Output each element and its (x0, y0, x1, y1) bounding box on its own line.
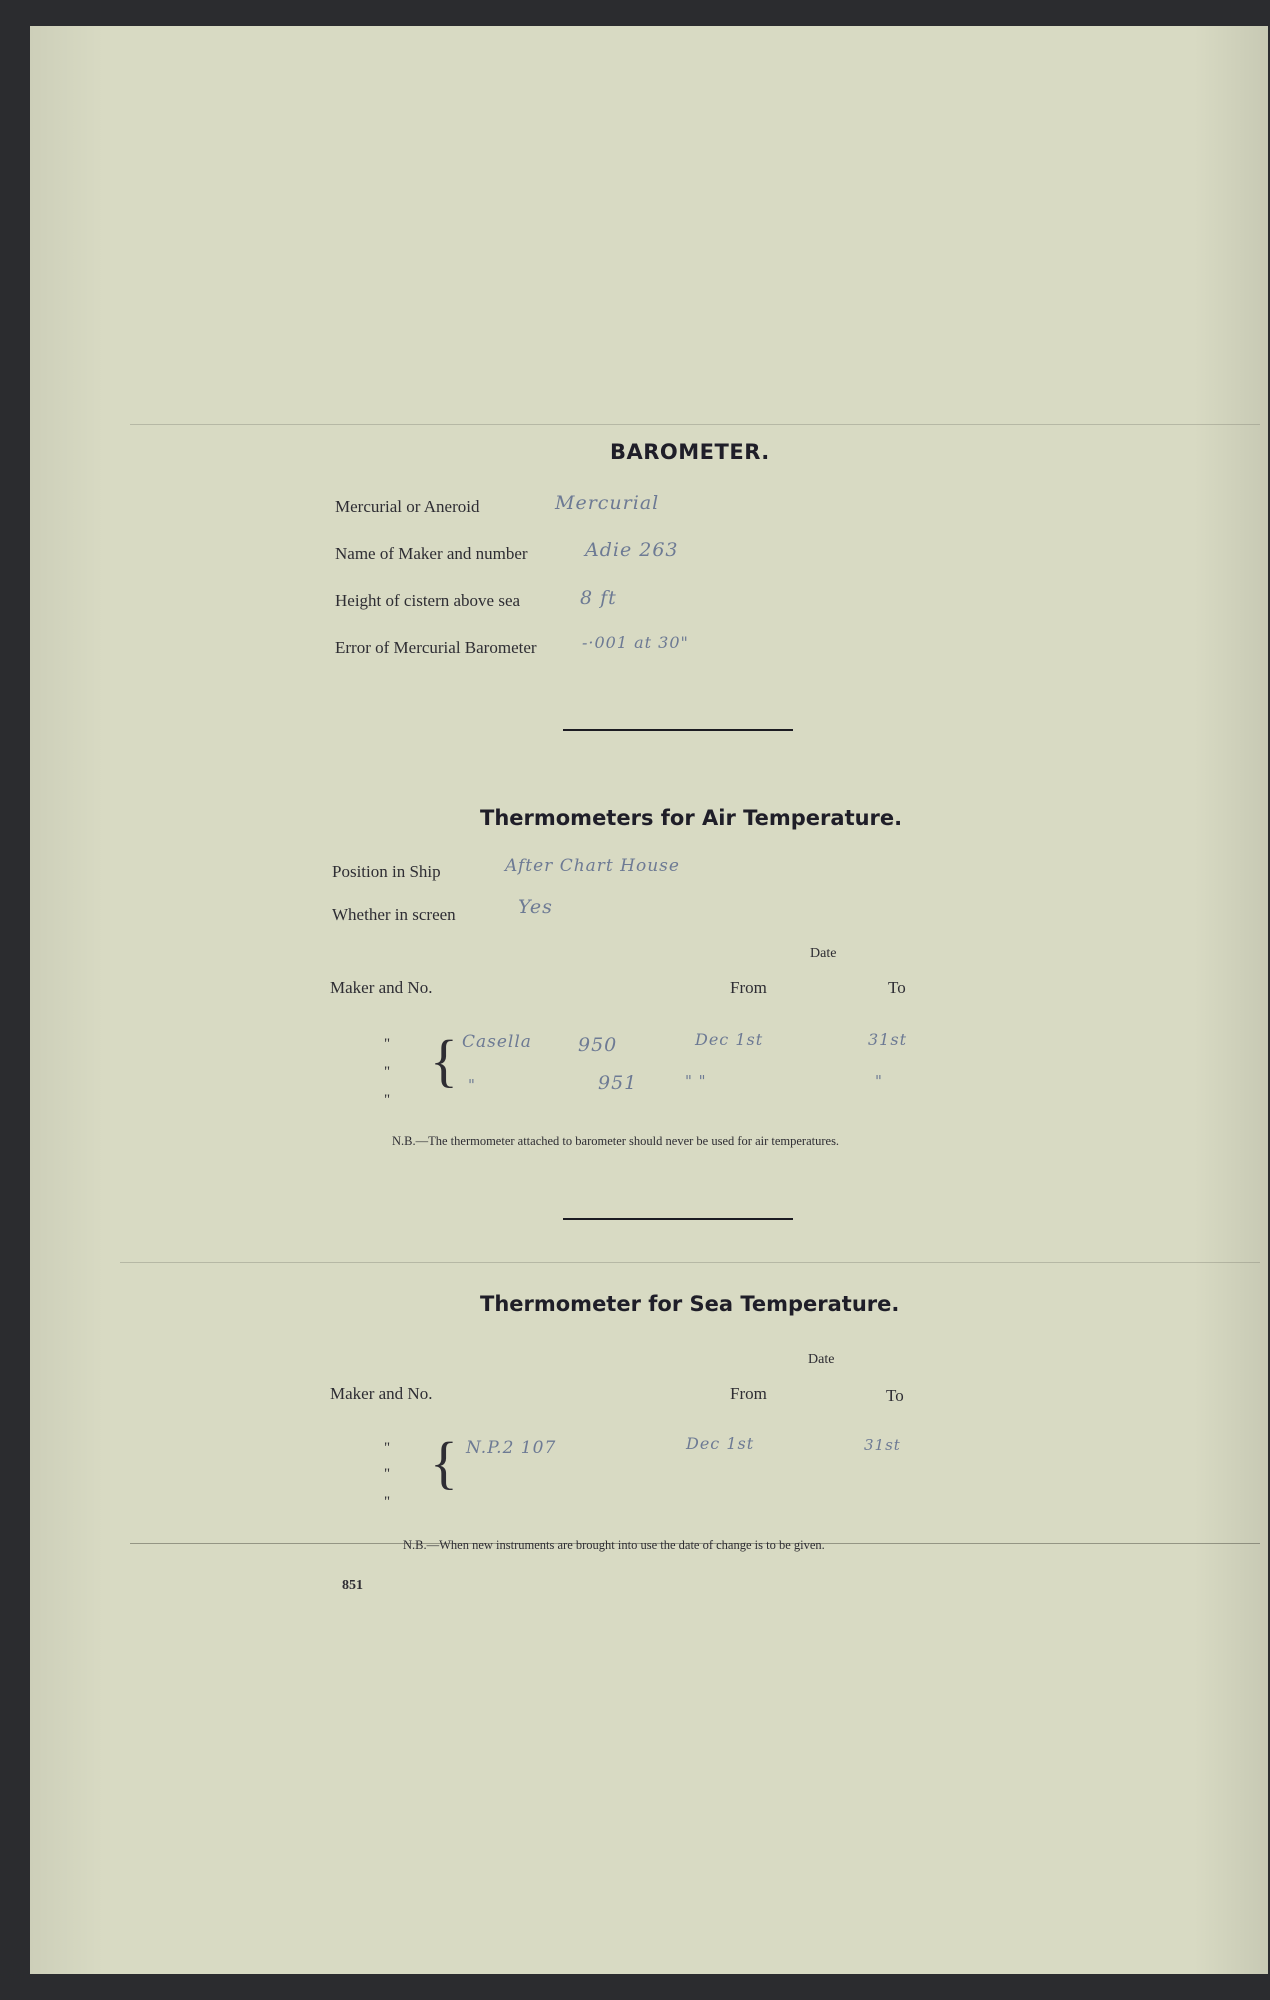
air-ditto-mark: " (384, 1036, 391, 1052)
barometer-type-label: Mercurial or Aneroid (335, 497, 480, 516)
barometer-title: BAROMETER. (610, 440, 770, 464)
barometer-maker-value: Adie 263 (585, 539, 679, 561)
sea-ditto-mark: " (384, 1494, 391, 1510)
form-number: 851 (342, 1578, 363, 1593)
barometer-height-value: 8 ft (580, 587, 617, 609)
air-row-1-from: Dec 1st (695, 1030, 764, 1049)
barometer-error-label: Error of Mercurial Barometer (335, 638, 537, 657)
air-row-1-no: 950 (578, 1034, 618, 1056)
sea-to-header: To (886, 1386, 904, 1405)
sea-from-header: From (730, 1384, 767, 1403)
air-note: N.B.—The thermometer attached to barometer should never be used for air temperatures. (392, 1134, 840, 1148)
sea-row-1-from: Dec 1st (686, 1434, 755, 1453)
sea-row-1-to: 31st (864, 1436, 901, 1454)
sea-note: N.B.—When new instruments are brought into use the date of change is to be given. (403, 1538, 825, 1552)
air-row-1-to: 31st (868, 1030, 907, 1049)
air-maker-header: Maker and No. (330, 978, 433, 997)
ruled-line (130, 424, 1260, 425)
sea-row-1-maker: N.P.2 107 (466, 1438, 557, 1458)
sea-maker-header: Maker and No. (330, 1384, 433, 1403)
sea-ditto-mark: " (384, 1466, 391, 1482)
air-row-2-to: " (875, 1072, 883, 1090)
air-to-header: To (888, 978, 906, 997)
barometer-maker-label: Name of Maker and number (335, 544, 528, 563)
air-position-value: After Chart House (505, 856, 680, 876)
sea-brace: { (430, 1430, 458, 1495)
air-row-1-maker: Casella (462, 1032, 532, 1052)
air-screen-value: Yes (518, 896, 553, 918)
air-title: Thermometers for Air Temperature. (480, 806, 903, 830)
section-divider (563, 1218, 793, 1220)
air-ditto-mark: " (384, 1064, 391, 1080)
air-row-2-no: 951 (598, 1072, 638, 1094)
air-row-2-maker: " (468, 1076, 476, 1094)
air-date-label: Date (810, 946, 837, 961)
air-position-label: Position in Ship (332, 862, 441, 881)
section-divider (563, 729, 793, 731)
air-screen-label: Whether in screen (332, 905, 456, 924)
air-from-header: From (730, 978, 767, 997)
ruled-line (120, 1262, 1260, 1263)
form-page (30, 26, 1268, 1974)
air-ditto-mark: " (384, 1092, 391, 1108)
air-row-2-from: " " (685, 1072, 707, 1090)
barometer-height-label: Height of cistern above sea (335, 591, 521, 610)
sea-title: Thermometer for Sea Temperature. (480, 1292, 900, 1316)
barometer-type-value: Mercurial (555, 492, 660, 514)
barometer-error-value: -·001 at 30" (582, 633, 689, 652)
air-brace: { (430, 1028, 458, 1093)
sea-date-label: Date (808, 1352, 835, 1367)
sea-ditto-mark: " (384, 1440, 391, 1456)
